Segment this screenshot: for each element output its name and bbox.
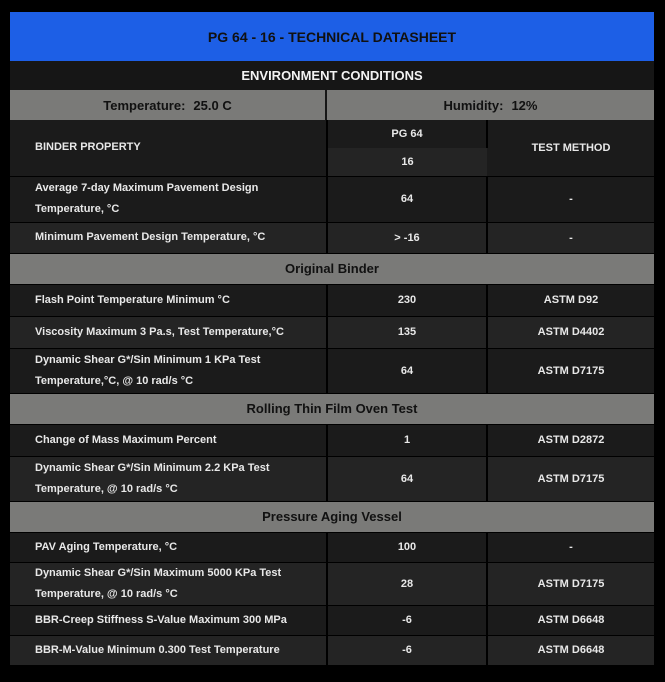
- value-cell: 64: [327, 348, 487, 393]
- property-cell: Dynamic Shear G*/Sin Maximum 5000 KPa Test Temperature, @ 10 rad/s °C: [10, 562, 327, 605]
- value-cell: > -16: [327, 222, 487, 253]
- property-cell: BBR-M-Value Minimum 0.300 Test Temperature: [10, 635, 327, 665]
- binder-property-header: BINDER PROPERTY: [10, 120, 327, 176]
- table-row: [10, 605, 654, 635]
- method-cell: ASTM D7175: [487, 456, 654, 501]
- value-cell: 64: [327, 456, 487, 501]
- grade-bottom-header: 16: [327, 148, 487, 176]
- value-cell: 135: [327, 316, 487, 348]
- page-title: PG 64 - 16 - TECHNICAL DATASHEET: [10, 12, 654, 61]
- section-header: [10, 253, 654, 284]
- value-cell: 230: [327, 284, 487, 316]
- property-cell: Dynamic Shear G*/Sin Minimum 2.2 KPa Test Temperature, @ 10 rad/s °C: [10, 456, 327, 501]
- property-cell: BBR-Creep Stiffness S-Value Maximum 300 MPa: [10, 605, 327, 635]
- method-cell: ASTM D4402: [487, 316, 654, 348]
- method-cell: ASTM D2872: [487, 424, 654, 456]
- table-row: [10, 222, 654, 253]
- property-cell: Viscosity Maximum 3 Pa.s, Test Temperature,°C: [10, 316, 327, 348]
- humidity-label: Humidity:: [443, 97, 504, 113]
- spec-table: [10, 120, 654, 666]
- section-title: Pressure Aging Vessel: [10, 501, 654, 532]
- method-cell: -: [487, 532, 654, 562]
- section-header: [10, 501, 654, 532]
- method-cell: ASTM D6648: [487, 635, 654, 665]
- humidity-value: 12%: [511, 97, 538, 113]
- method-cell: ASTM D7175: [487, 562, 654, 605]
- table-row: [10, 348, 654, 393]
- value-cell: 28: [327, 562, 487, 605]
- table-row: [10, 176, 654, 222]
- temperature-cell: [10, 90, 325, 120]
- method-cell: -: [487, 176, 654, 222]
- grade-top-header: PG 64: [327, 120, 487, 148]
- method-cell: -: [487, 222, 654, 253]
- value-cell: -6: [327, 605, 487, 635]
- section-title: Original Binder: [10, 253, 654, 284]
- table-row: [10, 284, 654, 316]
- value-cell: 64: [327, 176, 487, 222]
- table-row: [10, 635, 654, 665]
- method-cell: ASTM D92: [487, 284, 654, 316]
- property-cell: Flash Point Temperature Minimum °C: [10, 284, 327, 316]
- property-cell: Change of Mass Maximum Percent: [10, 424, 327, 456]
- method-cell: ASTM D6648: [487, 605, 654, 635]
- humidity-cell: [327, 90, 654, 120]
- table-row: [10, 316, 654, 348]
- property-cell: Minimum Pavement Design Temperature, °C: [10, 222, 327, 253]
- environment-heading: ENVIRONMENT CONDITIONS: [10, 61, 654, 90]
- value-cell: 100: [327, 532, 487, 562]
- test-method-header: TEST METHOD: [487, 120, 654, 176]
- section-title: Rolling Thin Film Oven Test: [10, 393, 654, 424]
- section-header: [10, 393, 654, 424]
- property-cell: Dynamic Shear G*/Sin Minimum 1 KPa Test Temperature,°C, @ 10 rad/s °C: [10, 348, 327, 393]
- datasheet: [10, 12, 654, 666]
- table-row: [10, 532, 654, 562]
- temperature-label: Temperature:: [103, 97, 186, 113]
- method-cell: ASTM D7175: [487, 348, 654, 393]
- table-row: [10, 562, 654, 605]
- environment-conditions: [10, 90, 654, 120]
- table-row: [10, 456, 654, 501]
- table-row: [10, 424, 654, 456]
- value-cell: -6: [327, 635, 487, 665]
- value-cell: 1: [327, 424, 487, 456]
- property-cell: Average 7-day Maximum Pavement Design Temperature, °C: [10, 176, 327, 222]
- temperature-value: 25.0 C: [193, 97, 232, 113]
- property-cell: PAV Aging Temperature, °C: [10, 532, 327, 562]
